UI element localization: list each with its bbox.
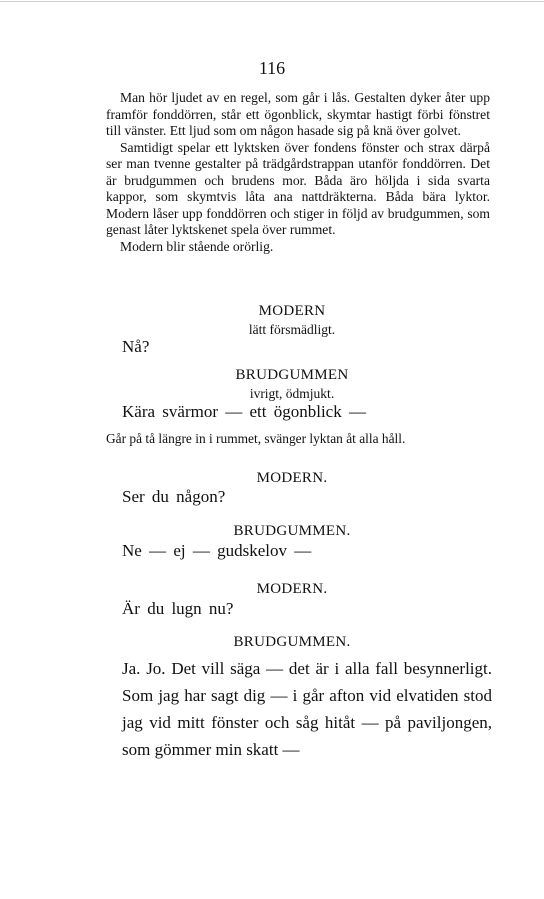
page-number: 116 [258, 58, 286, 78]
stage-direction-paragraph: Modern blir stående orörlig. [120, 238, 274, 254]
dialogue-line: Ja. Jo. Det vill säga — det är i alla fall besynnerligt. Som jag har sagt dig — i går afton vid elvatiden stod jag vid mitt fönster och såg hitåt — på paviljongen, som gömmer min skatt — [122, 659, 492, 759]
speaker-name: BRUDGUMMEN [235, 367, 349, 383]
stage-direction-paragraph: Man hör ljudet av en regel, som går i lås. Gestalten dyker åter upp framför fonddörren, står ett ögonblick, skymtar hastigt förbi fönstret till vänster. Ett ljud som om någon hasade sig på knä över golvet. [106, 90, 490, 138]
dialogue-line: Är du lugn nu? [122, 599, 234, 618]
dialogue-line: Ne — ej — gudskelov — [122, 541, 312, 560]
dialogue-line: Ser du någon? [122, 487, 226, 506]
dialogue-line: Kära svärmor — ett ögonblick — [122, 402, 366, 421]
acting-direction: ivrigt, ödmjukt. [249, 386, 335, 401]
dialogue-line: Nå? [122, 337, 150, 356]
stage-direction-inline: Går på tå längre in i rummet, svänger lyktan åt alla håll. [106, 431, 406, 446]
page-top-rule [0, 1, 544, 2]
speaker-name: MODERN. [256, 470, 328, 486]
speaker-name: BRUDGUMMEN. [233, 634, 351, 650]
stage-direction-paragraph: Samtidigt spelar ett lyktsken över fondens fönster och strax därpå ser man tvenne gestalter på trädgårdstrappan utanför fonddörren. Det är brudgummen och brudens mor. Båda äro höljda i sida svarta kappor, som skymtvis låta ana nattdräkterna. Båda bära lyktor. Modern låser upp fonddörren och stiger in följd av brudgummen, som genast låter lyktskenet spela över rummet. [106, 139, 490, 237]
speaker-name: BRUDGUMMEN. [233, 523, 351, 539]
speaker-name: MODERN [258, 303, 326, 319]
speaker-name: MODERN. [256, 581, 328, 597]
acting-direction: lätt försmädligt. [248, 322, 336, 337]
stage-direction-block [106, 90, 490, 255]
dialogue-paragraph [122, 655, 492, 763]
